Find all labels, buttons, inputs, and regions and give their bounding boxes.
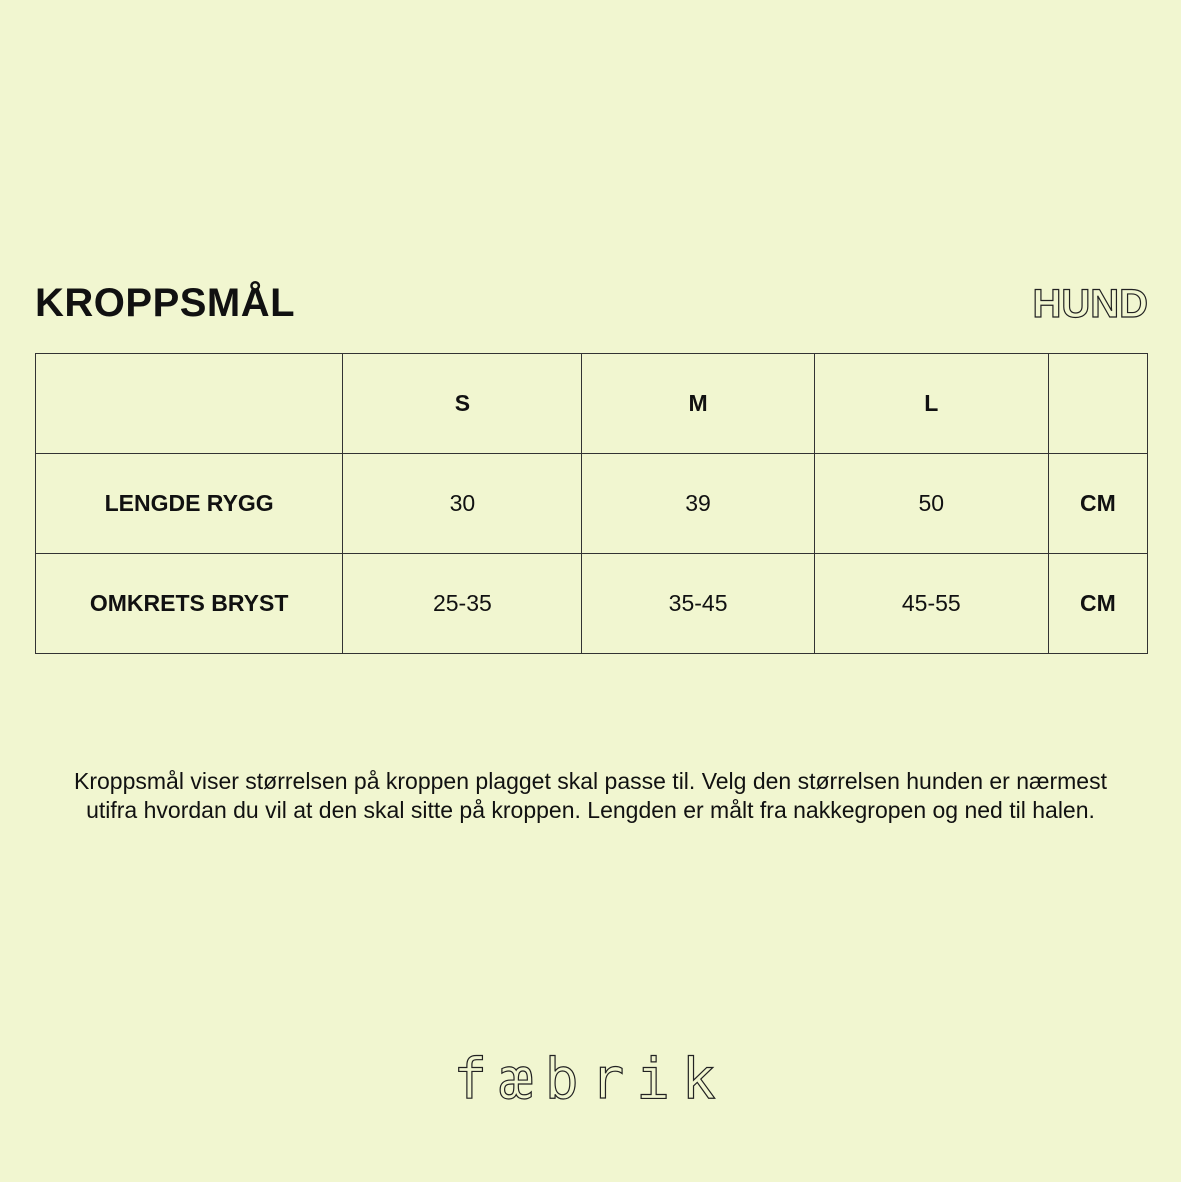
- table-header-row: [36, 354, 1148, 454]
- cell-s: 25-35: [343, 554, 582, 654]
- description-text: Kroppsmål viser størrelsen på kroppen plagget skal passe til. Velg den størrelsen hunden er nærmest utifra hvordan du vil at den skal sitte på kroppen. Lengden er målt fra nakkegropen og ned til halen.: [74, 768, 1107, 823]
- cell-m: 35-45: [582, 554, 814, 654]
- table-row: [36, 554, 1148, 654]
- row-label: LENGDE RYGG: [36, 454, 343, 554]
- header-cell-m: M: [582, 354, 814, 454]
- cell-unit: CM: [1048, 554, 1147, 654]
- category-label: HUND: [1032, 282, 1148, 326]
- header-cell-unit: [1048, 354, 1147, 454]
- table-row: [36, 454, 1148, 554]
- cell-s: 30: [343, 454, 582, 554]
- header-cell-s: S: [343, 354, 582, 454]
- cell-l: 45-55: [814, 554, 1048, 654]
- cell-unit: CM: [1048, 454, 1147, 554]
- size-table: [35, 353, 1148, 654]
- header-cell-l: L: [814, 354, 1048, 454]
- cell-l: 50: [814, 454, 1048, 554]
- cell-m: 39: [582, 454, 814, 554]
- brand-logo: fæbrik: [453, 1047, 728, 1112]
- row-label: OMKRETS BRYST: [36, 554, 343, 654]
- header-cell-empty: [36, 354, 343, 454]
- page-title: KROPPSMÅL: [35, 281, 296, 325]
